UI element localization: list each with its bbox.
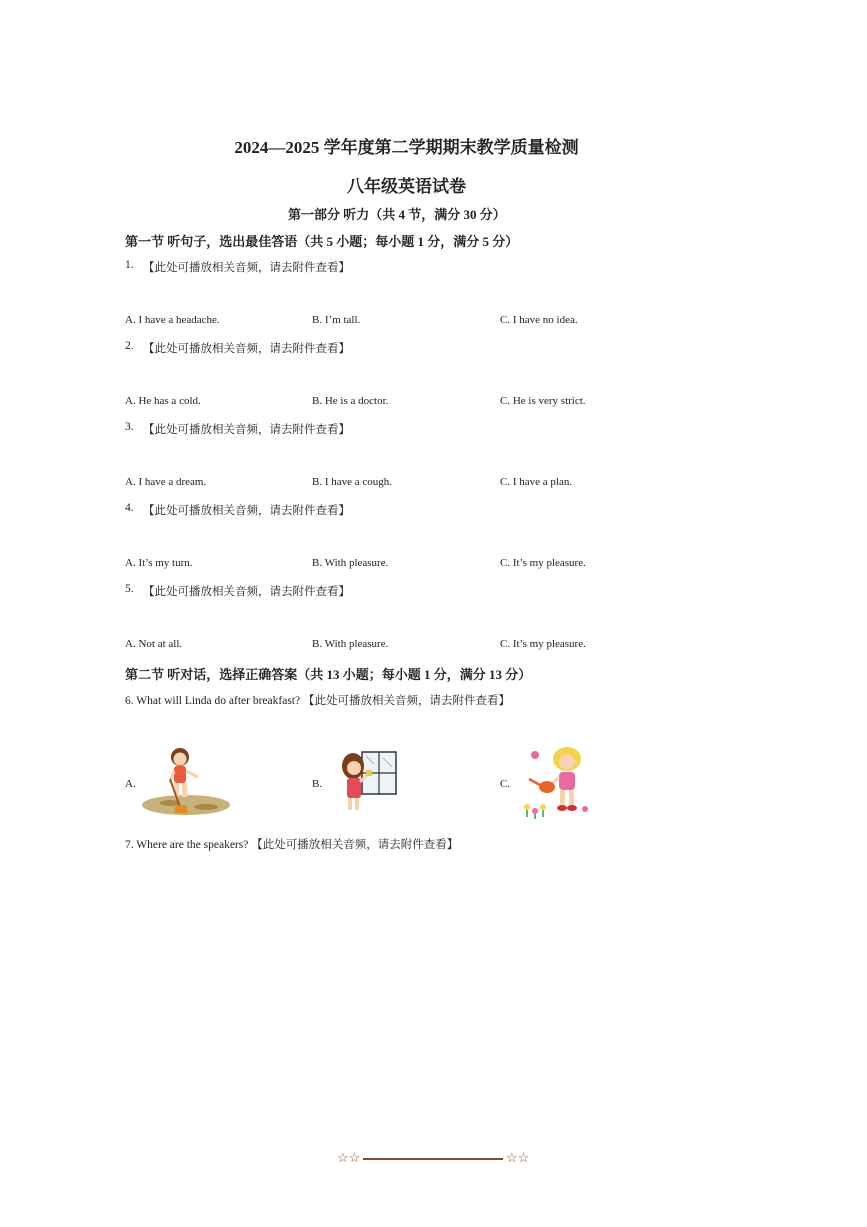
option-a: A. Not at all. — [125, 638, 183, 650]
option-c: C. I have a plan. — [500, 476, 573, 488]
option-c-label: C. — [500, 778, 511, 790]
question-number: 5. — [125, 583, 134, 595]
exam-subtitle: 八年级英语试卷 — [347, 177, 466, 196]
question-number: 2. — [125, 340, 134, 352]
cleaning-window-picture — [336, 748, 400, 816]
sweeping-girl-picture — [140, 745, 232, 817]
option-a: A. He has a cold. — [125, 395, 201, 407]
section1-heading: 第一节 听句子，选出最佳答语（共 5 小题；每小题 1 分，满分 5 分） — [125, 234, 519, 249]
question-number: 4. — [125, 502, 134, 514]
question-number: 3. — [125, 421, 134, 433]
option-b: B. With pleasure. — [312, 557, 389, 569]
option-c: C. He is very strict. — [500, 395, 586, 407]
audio-prompt: 【此处可播放相关音频，请去附件查看】 — [143, 505, 350, 517]
option-b: B. With pleasure. — [312, 638, 389, 650]
audio-prompt: 【此处可播放相关音频，请去附件查看】 — [143, 343, 350, 355]
option-b-label: B. — [312, 778, 323, 790]
question-6: 6. What will Linda do after breakfast? 【此处可播放相关音频，请去附件查看】 — [125, 695, 510, 707]
part1-heading: 第一部分 听力（共 4 节，满分 30 分） — [288, 207, 506, 222]
footer-stars-left: ☆☆ — [337, 1150, 361, 1165]
section2-heading: 第二节 听对话，选择正确答案（共 13 小题；每小题 1 分，满分 13 分） — [125, 667, 532, 682]
footer-divider — [363, 1158, 503, 1160]
option-a-label: A. — [125, 778, 136, 790]
question-7: 7. Where are the speakers? 【此处可播放相关音频，请去附件查看】 — [125, 839, 459, 851]
option-a: A. It’s my turn. — [125, 557, 193, 569]
option-c: C. It’s my pleasure. — [500, 638, 586, 650]
option-a: A. I have a headache. — [125, 314, 220, 326]
audio-prompt: 【此处可播放相关音频，请去附件查看】 — [143, 262, 350, 274]
watering-flowers-picture — [515, 745, 595, 819]
option-b: B. I’m tall. — [312, 314, 361, 326]
option-b: B. He is a doctor. — [312, 395, 389, 407]
option-c: C. It’s my pleasure. — [500, 557, 586, 569]
option-c: C. I have no idea. — [500, 314, 578, 326]
exam-title: 2024—2025 学年度第二学期期末教学质量检测 — [234, 138, 579, 157]
footer-stars-right: ☆☆ — [506, 1150, 530, 1165]
audio-prompt: 【此处可播放相关音频，请去附件查看】 — [143, 424, 350, 436]
question-number: 1. — [125, 259, 134, 271]
audio-prompt: 【此处可播放相关音频，请去附件查看】 — [143, 586, 350, 598]
option-a: A. I have a dream. — [125, 476, 207, 488]
option-b: B. I have a cough. — [312, 476, 393, 488]
